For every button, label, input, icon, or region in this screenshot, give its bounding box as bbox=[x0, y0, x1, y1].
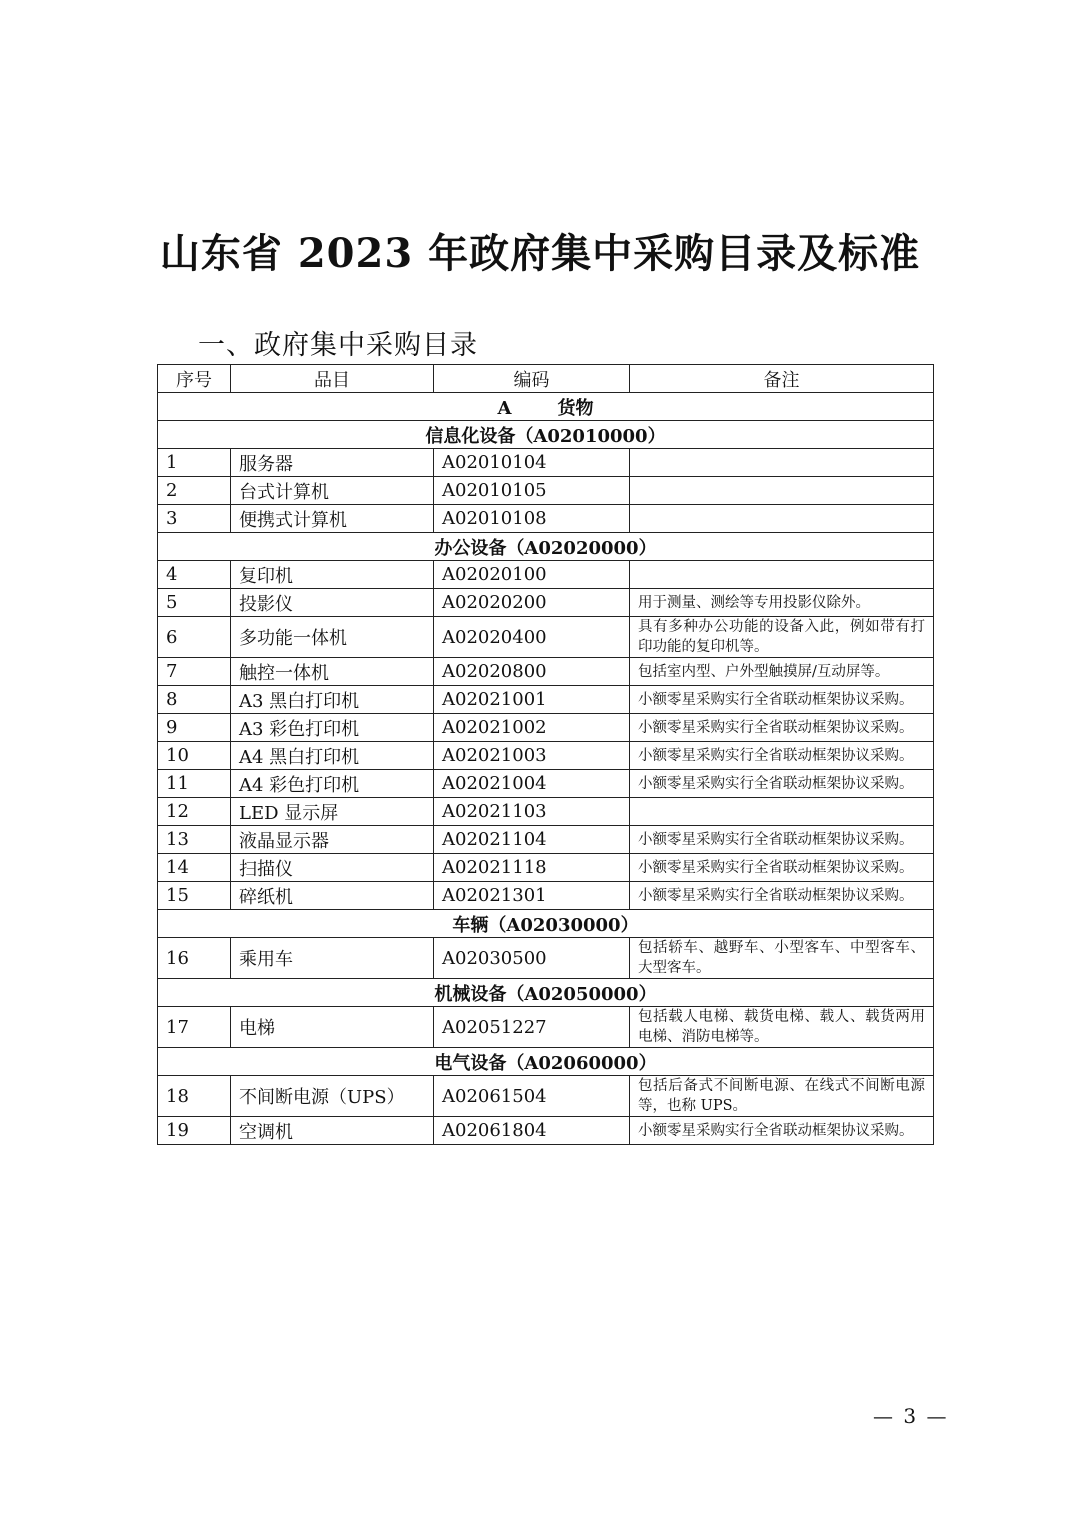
row-remarks: 小额零星采购实行全省联动框架协议采购。 bbox=[630, 714, 934, 742]
table-row bbox=[158, 658, 934, 686]
category-title: 信息化设备（A02010000） bbox=[158, 421, 934, 449]
row-code: A02021004 bbox=[434, 770, 630, 798]
row-index: 17 bbox=[158, 1007, 231, 1048]
row-index: 16 bbox=[158, 938, 231, 979]
row-item-name: 便携式计算机 bbox=[231, 505, 434, 533]
row-remarks bbox=[630, 561, 934, 589]
row-index: 14 bbox=[158, 854, 231, 882]
row-index: 18 bbox=[158, 1076, 231, 1117]
row-item-name: 台式计算机 bbox=[231, 477, 434, 505]
header-item: 品目 bbox=[231, 365, 434, 393]
row-code: A02020800 bbox=[434, 658, 630, 686]
row-item-name: 触控一体机 bbox=[231, 658, 434, 686]
row-item-name: 液晶显示器 bbox=[231, 826, 434, 854]
row-remarks bbox=[630, 449, 934, 477]
row-remarks: 小额零星采购实行全省联动框架协议采购。 bbox=[630, 826, 934, 854]
row-item-name: 扫描仪 bbox=[231, 854, 434, 882]
row-code: A02010108 bbox=[434, 505, 630, 533]
row-item-name: 服务器 bbox=[231, 449, 434, 477]
row-item-name: 复印机 bbox=[231, 561, 434, 589]
row-index: 10 bbox=[158, 742, 231, 770]
row-item-name: 投影仪 bbox=[231, 589, 434, 617]
category-row bbox=[158, 979, 934, 1007]
category-row bbox=[158, 910, 934, 938]
row-index: 15 bbox=[158, 882, 231, 910]
major-category-letter: A bbox=[497, 397, 512, 419]
table-row bbox=[158, 505, 934, 533]
row-remarks: 小额零星采购实行全省联动框架协议采购。 bbox=[630, 882, 934, 910]
major-category-row bbox=[158, 393, 934, 421]
table-row bbox=[158, 686, 934, 714]
category-row bbox=[158, 1048, 934, 1076]
row-index: 6 bbox=[158, 617, 231, 658]
row-index: 2 bbox=[158, 477, 231, 505]
row-code: A02021103 bbox=[434, 798, 630, 826]
row-index: 7 bbox=[158, 658, 231, 686]
row-remarks: 小额零星采购实行全省联动框架协议采购。 bbox=[630, 1117, 934, 1145]
category-row bbox=[158, 533, 934, 561]
row-code: A02020100 bbox=[434, 561, 630, 589]
category-title: 办公设备（A02020000） bbox=[158, 533, 934, 561]
category-title: 电气设备（A02060000） bbox=[158, 1048, 934, 1076]
row-remarks: 包括载人电梯、载货电梯、载人、载货两用电梯、消防电梯等。 bbox=[630, 1007, 934, 1048]
row-code: A02010104 bbox=[434, 449, 630, 477]
table-row bbox=[158, 1117, 934, 1145]
page-title: 山东省 2023 年政府集中采购目录及标准 bbox=[159, 230, 921, 277]
row-item-name: LED 显示屏 bbox=[231, 798, 434, 826]
table-row bbox=[158, 477, 934, 505]
row-remarks: 小额零星采购实行全省联动框架协议采购。 bbox=[630, 742, 934, 770]
category-row bbox=[158, 421, 934, 449]
row-remarks: 包括轿车、越野车、小型客车、中型客车、大型客车。 bbox=[630, 938, 934, 979]
row-remarks: 包括后备式不间断电源、在线式不间断电源等，也称 UPS。 bbox=[630, 1076, 934, 1117]
table-row bbox=[158, 938, 934, 979]
table-row bbox=[158, 882, 934, 910]
row-item-name: A4 黑白打印机 bbox=[231, 742, 434, 770]
row-code: A02021104 bbox=[434, 826, 630, 854]
row-index: 8 bbox=[158, 686, 231, 714]
row-index: 11 bbox=[158, 770, 231, 798]
table-row bbox=[158, 1007, 934, 1048]
row-code: A02021003 bbox=[434, 742, 630, 770]
table-row bbox=[158, 1076, 934, 1117]
row-index: 12 bbox=[158, 798, 231, 826]
row-index: 1 bbox=[158, 449, 231, 477]
table-row bbox=[158, 449, 934, 477]
row-item-name: 不间断电源（UPS） bbox=[231, 1076, 434, 1117]
major-category-cell bbox=[158, 393, 934, 421]
row-code: A02010105 bbox=[434, 477, 630, 505]
table-header-row bbox=[158, 365, 934, 393]
row-code: A02021002 bbox=[434, 714, 630, 742]
row-remarks bbox=[630, 477, 934, 505]
row-code: A02030500 bbox=[434, 938, 630, 979]
row-index: 13 bbox=[158, 826, 231, 854]
table-row bbox=[158, 770, 934, 798]
row-code: A02020200 bbox=[434, 589, 630, 617]
row-index: 3 bbox=[158, 505, 231, 533]
table-row bbox=[158, 714, 934, 742]
table-row bbox=[158, 561, 934, 589]
row-remarks: 小额零星采购实行全省联动框架协议采购。 bbox=[630, 686, 934, 714]
table-row bbox=[158, 854, 934, 882]
table-row bbox=[158, 589, 934, 617]
row-remarks: 包括室内型、户外型触摸屏/互动屏等。 bbox=[630, 658, 934, 686]
table-row bbox=[158, 826, 934, 854]
header-code: 编码 bbox=[434, 365, 630, 393]
page-number: — 3 — bbox=[873, 1404, 949, 1428]
section-heading: 一、政府集中采购目录 bbox=[198, 330, 478, 361]
row-item-name: A3 彩色打印机 bbox=[231, 714, 434, 742]
row-item-name: A4 彩色打印机 bbox=[231, 770, 434, 798]
row-remarks bbox=[630, 798, 934, 826]
header-remarks: 备注 bbox=[630, 365, 934, 393]
row-item-name: 多功能一体机 bbox=[231, 617, 434, 658]
row-code: A02021118 bbox=[434, 854, 630, 882]
table-row bbox=[158, 617, 934, 658]
row-index: 4 bbox=[158, 561, 231, 589]
row-remarks: 用于测量、测绘等专用投影仪除外。 bbox=[630, 589, 934, 617]
row-item-name: A3 黑白打印机 bbox=[231, 686, 434, 714]
procurement-catalog-table bbox=[157, 364, 934, 1145]
row-index: 5 bbox=[158, 589, 231, 617]
row-code: A02020400 bbox=[434, 617, 630, 658]
row-remarks: 小额零星采购实行全省联动框架协议采购。 bbox=[630, 854, 934, 882]
row-code: A02051227 bbox=[434, 1007, 630, 1048]
row-code: A02021001 bbox=[434, 686, 630, 714]
row-remarks: 小额零星采购实行全省联动框架协议采购。 bbox=[630, 770, 934, 798]
row-item-name: 乘用车 bbox=[231, 938, 434, 979]
table-body bbox=[158, 393, 934, 1145]
row-item-name: 电梯 bbox=[231, 1007, 434, 1048]
table-row bbox=[158, 798, 934, 826]
row-item-name: 碎纸机 bbox=[231, 882, 434, 910]
table-row bbox=[158, 742, 934, 770]
category-title: 车辆（A02030000） bbox=[158, 910, 934, 938]
row-index: 19 bbox=[158, 1117, 231, 1145]
row-remarks: 具有多种办公功能的设备入此，例如带有打印功能的复印机等。 bbox=[630, 617, 934, 658]
header-index: 序号 bbox=[158, 365, 231, 393]
row-code: A02061504 bbox=[434, 1076, 630, 1117]
row-remarks bbox=[630, 505, 934, 533]
row-item-name: 空调机 bbox=[231, 1117, 434, 1145]
category-title: 机械设备（A02050000） bbox=[158, 979, 934, 1007]
row-code: A02061804 bbox=[434, 1117, 630, 1145]
row-code: A02021301 bbox=[434, 882, 630, 910]
row-index: 9 bbox=[158, 714, 231, 742]
major-category-name: 货物 bbox=[557, 397, 594, 419]
